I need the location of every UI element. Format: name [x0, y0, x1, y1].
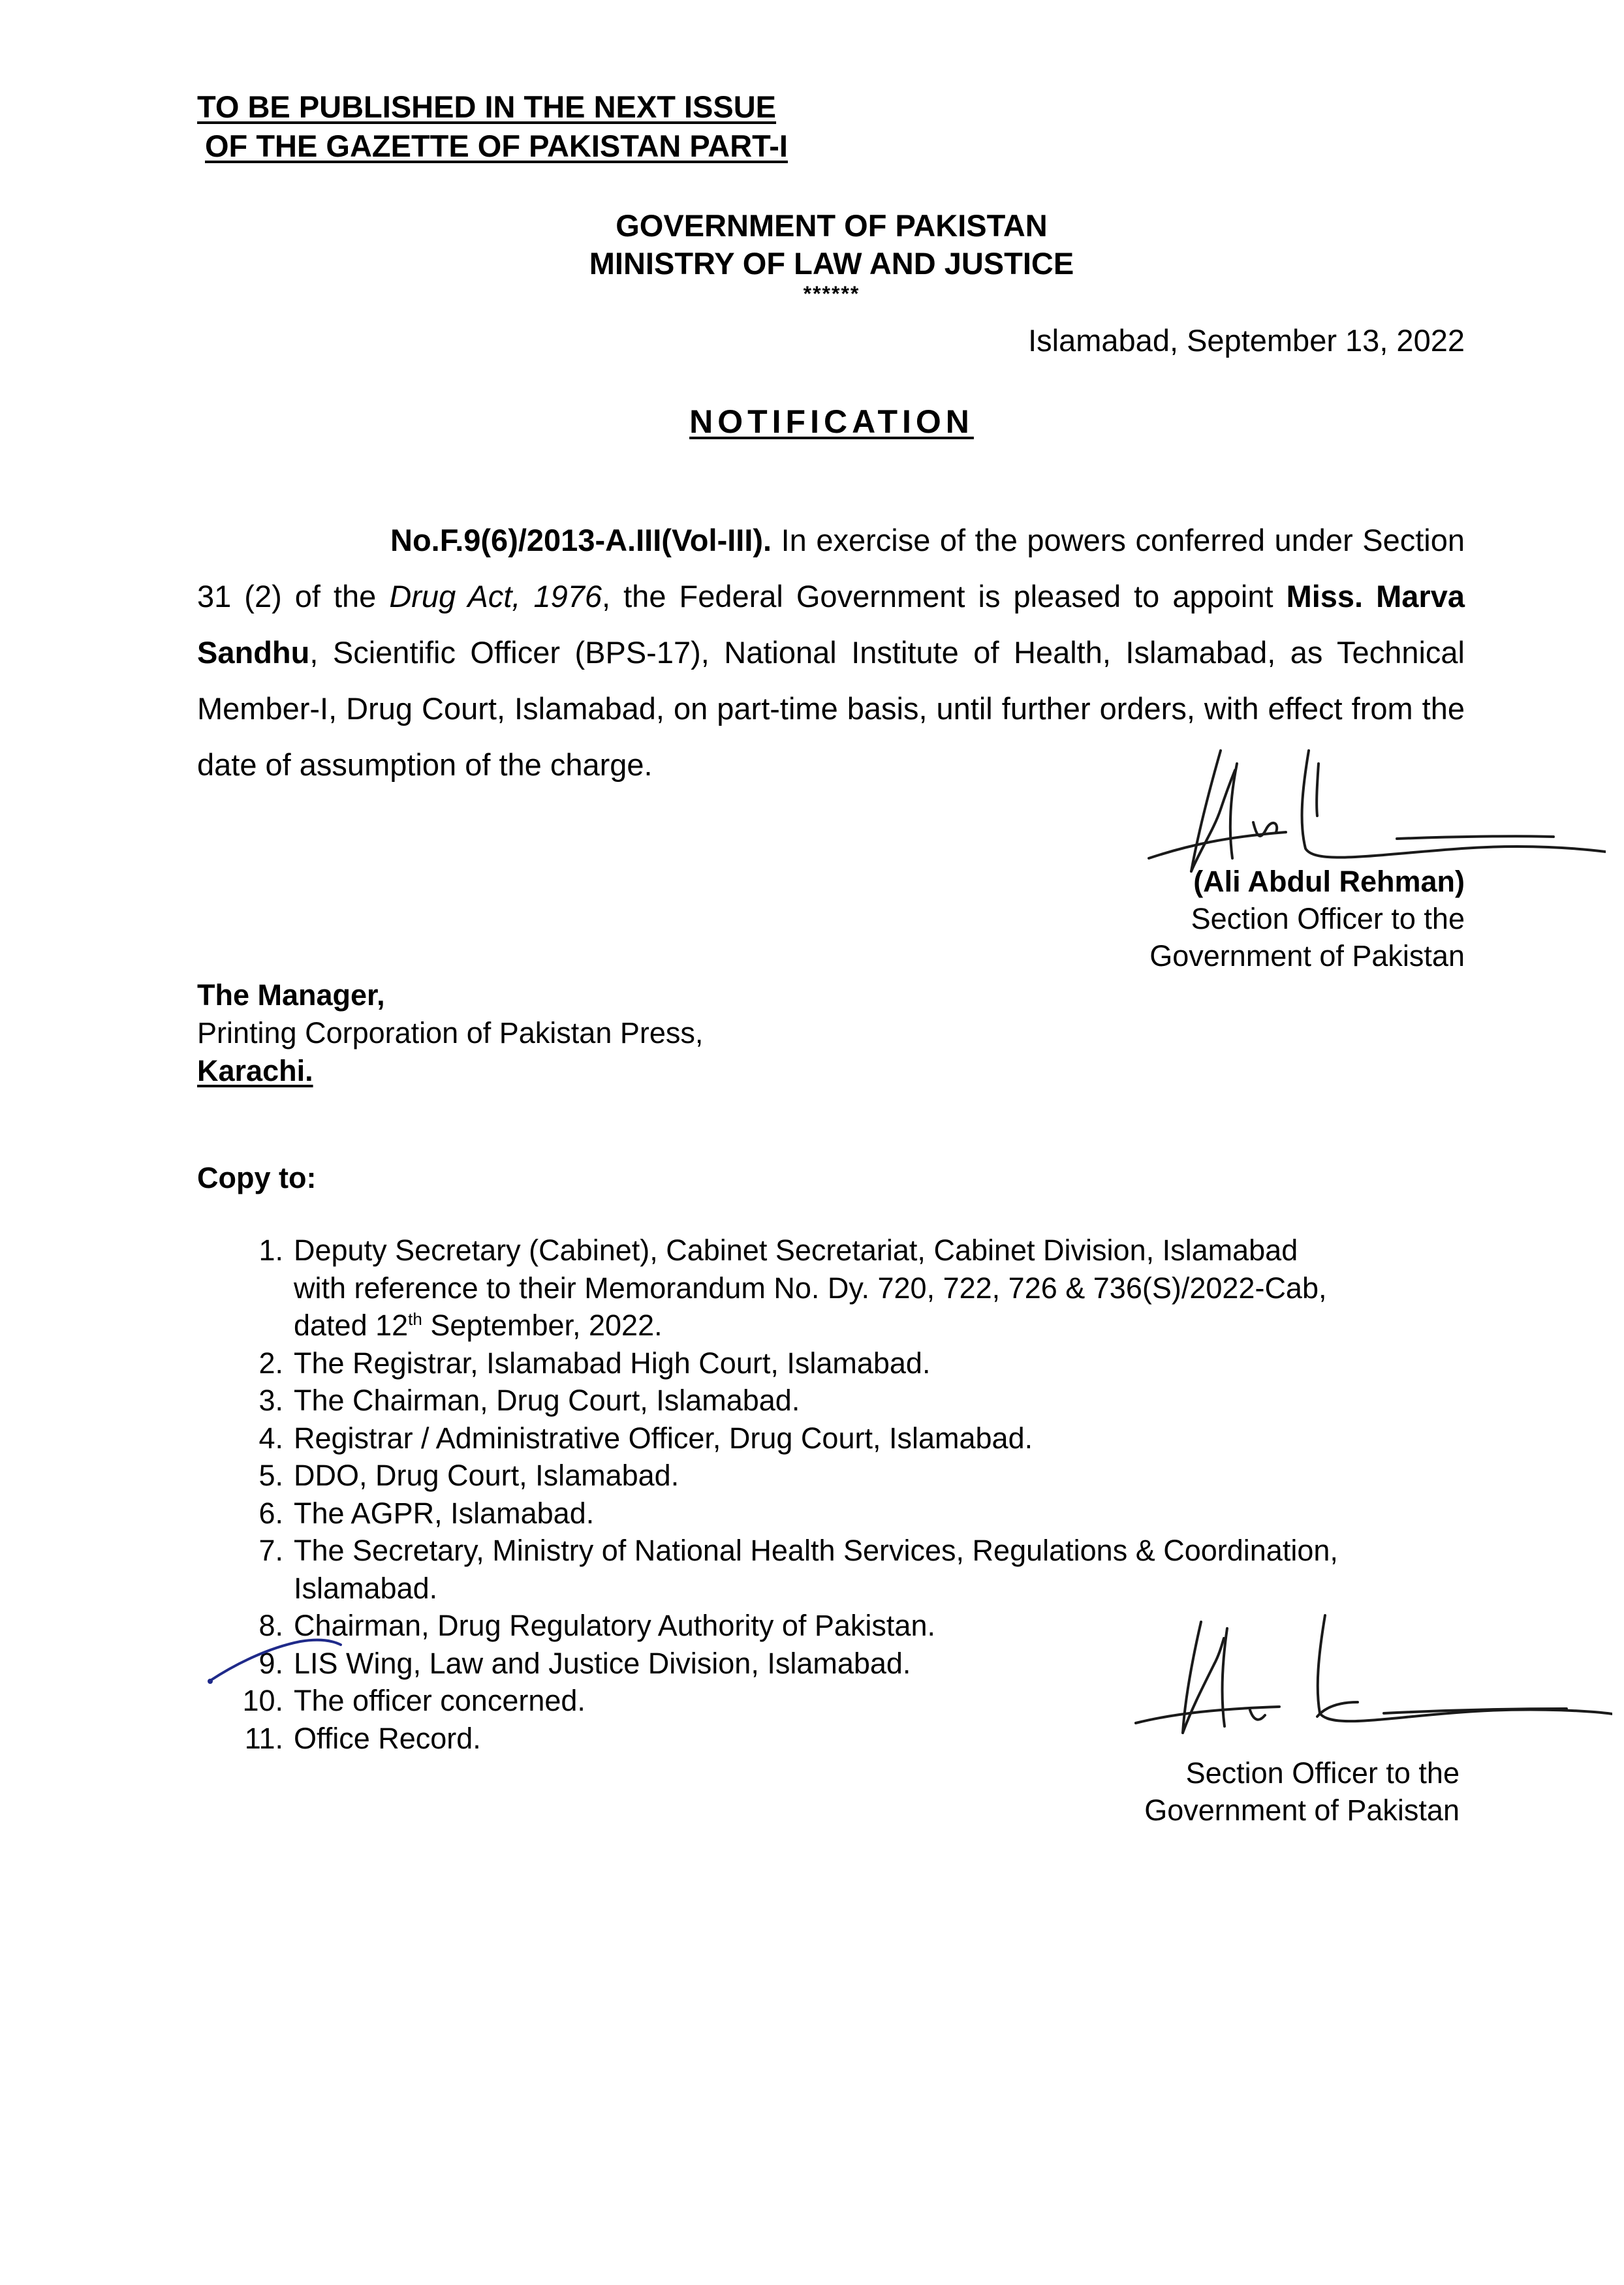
- list-item: 5. DDO, Drug Court, Islamabad.: [258, 1459, 679, 1492]
- list-item: 7. The Secretary, Ministry of National Health Services, Regulations & Coordination, Islamabad.: [258, 1534, 1338, 1605]
- header-separator: ******: [803, 282, 860, 305]
- list-item: 8. Chairman, Drug Regulatory Authority of Pakistan.: [258, 1609, 935, 1642]
- publication-note-line1: TO BE PUBLISHED IN THE NEXT ISSUE: [197, 89, 777, 124]
- list-item: 9. LIS Wing, Law and Justice Division, Islamabad.: [258, 1646, 911, 1680]
- signatory-designation-1: Section Officer to the: [1191, 902, 1465, 935]
- government-heading: GOVERNMENT OF PAKISTAN: [616, 208, 1048, 243]
- addressee-organization: Printing Corporation of Pakistan Press,: [197, 1016, 704, 1049]
- bottom-designation-1: Section Officer to the: [1185, 1756, 1460, 1790]
- paragraph-text-1: In exercise of the powers conferred under Section 31 (2) of the: [197, 523, 1465, 614]
- pen-tick-mark: [196, 1625, 366, 1697]
- list-item: 11. Office Record.: [244, 1721, 481, 1755]
- list-item: 10. The officer concerned.: [242, 1684, 586, 1717]
- copy-to-heading: Copy to:: [197, 1161, 317, 1194]
- addressee-city: Karachi.: [197, 1054, 313, 1087]
- ministry-heading: MINISTRY OF LAW AND JUSTICE: [589, 246, 1074, 281]
- signatory-name: (Ali Abdul Rehman): [1193, 865, 1465, 898]
- list-item: 3. The Chairman, Drug Court, Islamabad.: [258, 1384, 800, 1417]
- list-item: 6. The AGPR, Islamabad.: [258, 1496, 595, 1530]
- paragraph-text-2: , the Federal Government is pleased to appoint: [602, 579, 1287, 614]
- list-item: 2. The Registrar, Islamabad High Court, Islamabad.: [258, 1346, 931, 1380]
- list-item: 1. Deputy Secretary (Cabinet), Cabinet Secretariat, Cabinet Division, Islamabad with reference to their Memorandum No. Dy. 720, 722, 726 & 736(S)/2022-Cab, dated 12th September, 2022.: [258, 1234, 1327, 1342]
- bottom-designation-2: Government of Pakistan: [1144, 1794, 1460, 1827]
- paragraph-text-3: , Scientific Officer (BPS-17), National Institute of Health, Islamabad, as Technical Member-I, Drug Court, Islamabad, on part-time basis, until further orders, with effect from the date of assumption of the charge.: [197, 635, 1465, 782]
- place-date: Islamabad, September 13, 2022: [1028, 323, 1465, 358]
- reference-number: No.F.9(6)/2013-A.III(Vol-III).: [390, 523, 772, 557]
- signatory-designation-2: Government of Pakistan: [1149, 939, 1465, 972]
- handwritten-signature-2: [1110, 1593, 1612, 1749]
- publication-note-line2: OF THE GAZETTE OF PAKISTAN PART-I: [205, 129, 788, 163]
- addressee-title: The Manager,: [197, 978, 385, 1012]
- appointee-name: Miss. Marva Sandhu: [197, 579, 1465, 670]
- list-item: 4. Registrar / Administrative Officer, Drug Court, Islamabad.: [258, 1421, 1033, 1455]
- document-title: NOTIFICATION: [689, 403, 974, 440]
- act-name: Drug Act, 1976: [389, 579, 602, 614]
